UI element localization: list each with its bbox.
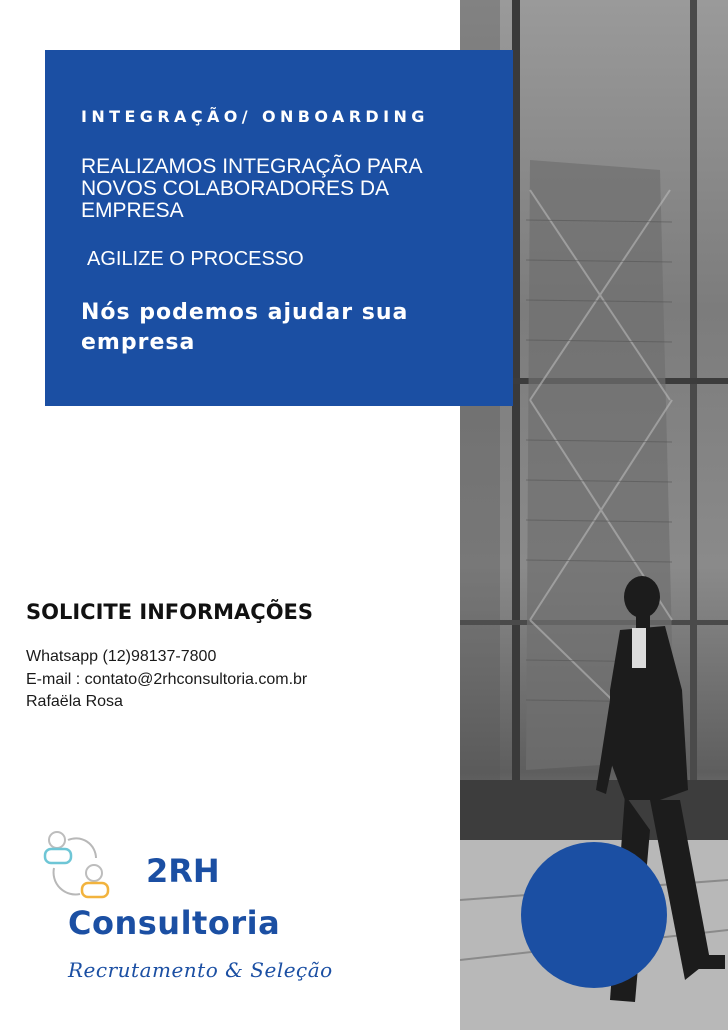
hero-box [45,50,513,406]
people-icon [40,828,112,913]
decorative-circle [521,842,667,988]
whatsapp-text: Whatsapp (12)98137-7800 [26,648,217,665]
hero-cta-text: AGILIZE O PROCESSO [87,248,304,270]
hero-title: INTEGRAÇÃO/ ONBOARDING [81,107,429,126]
brand-short: 2RH [146,852,220,890]
brand-tagline: Recrutamento & Seleção [68,958,333,982]
hero-body: REALIZAMOS INTEGRAÇÃO PARA NOVOS COLABORADORES DA EMPRESA [81,155,422,222]
contact-title: SOLICITE INFORMAÇÕES [26,600,314,624]
contact-person: Rafaëla Rosa [26,693,123,710]
hero-help-text: Nós podemos ajudar sua empresa [81,300,409,355]
contact-info [26,646,307,714]
brand-name: Consultoria [68,904,281,942]
email-text: E-mail : contato@2rhconsultoria.com.br [26,670,308,688]
